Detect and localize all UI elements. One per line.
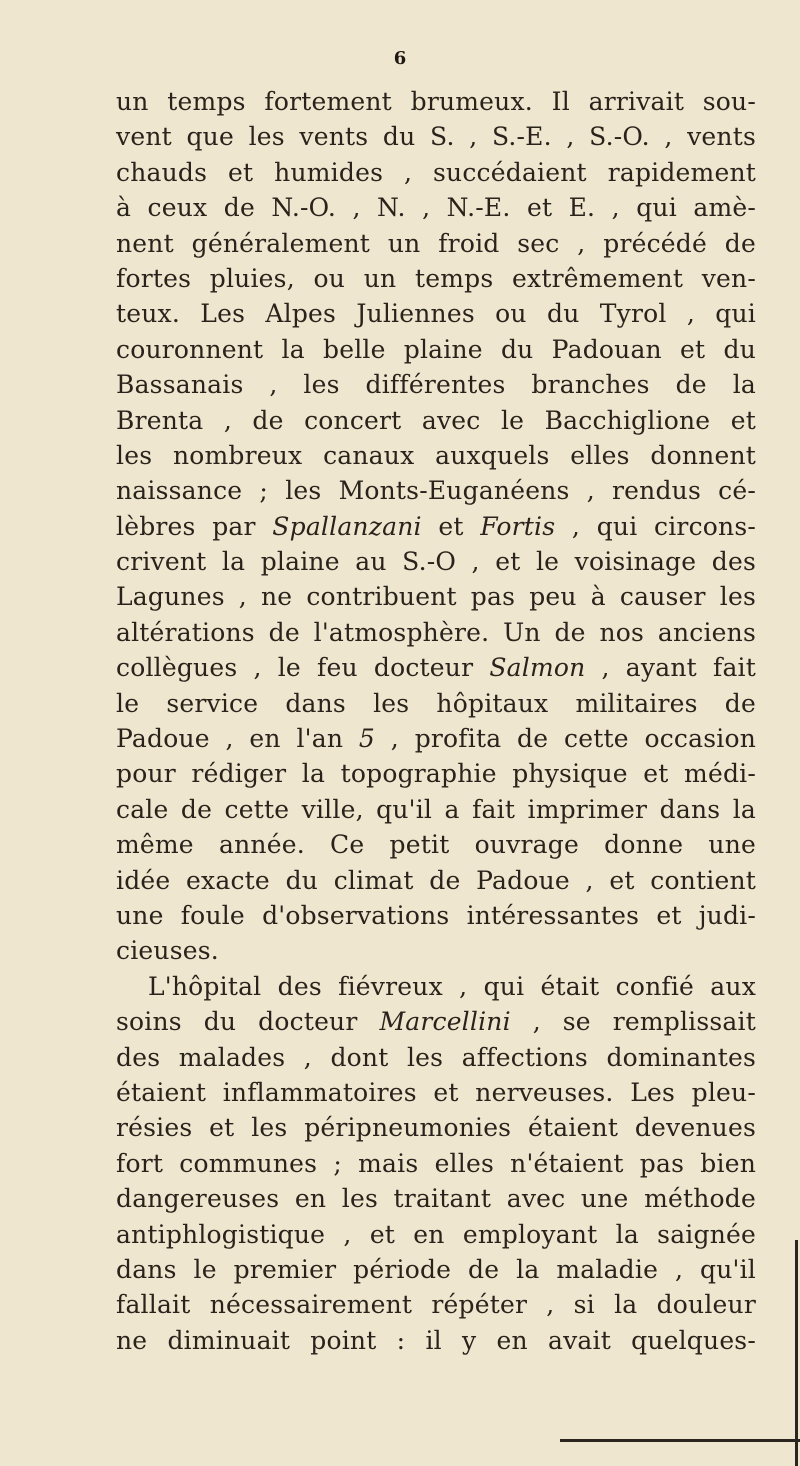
text-line: fort communes ; mais elles n'étaient pas bien bbox=[116, 1148, 756, 1178]
text-line: des malades , dont les affections dominantes bbox=[116, 1042, 756, 1072]
text-line bbox=[116, 721, 756, 756]
text-line: chauds et humides , succédaient rapidement bbox=[116, 157, 756, 187]
text-line: une foule d'observations intéressantes et judi- bbox=[116, 900, 756, 930]
text-line: à ceux de N.-O. , N. , N.-E. et E. , qui amè- bbox=[116, 193, 756, 223]
text-line: le service dans les hôpitaux militaires de bbox=[116, 688, 756, 718]
text-line: ne diminuait point : il y en avait quelques- bbox=[116, 1325, 756, 1355]
text-fragment: , qui circons- bbox=[555, 511, 756, 541]
text-line: couronnent la belle plaine du Padouan et du bbox=[116, 334, 756, 364]
text-line: fortes pluies, ou un temps extrêmement ven- bbox=[116, 263, 756, 293]
text-fragment: et bbox=[421, 511, 481, 541]
text-fragment: Padoue , en l'an bbox=[116, 724, 359, 754]
text-line bbox=[116, 650, 756, 685]
author-name: Salmon bbox=[489, 653, 586, 683]
text-fragment: collègues , le feu docteur bbox=[116, 653, 490, 683]
text-line: cale de cette ville, qu'il a fait imprimer dans la bbox=[116, 794, 756, 824]
page-edge-line bbox=[795, 1240, 798, 1466]
text-line: vent que les vents du S. , S.-E. , S.-O. , vents bbox=[116, 122, 756, 152]
text-line: dans le premier période de la maladie , qu'il bbox=[116, 1254, 756, 1284]
text-line: Bassanais , les différentes branches de la bbox=[116, 370, 756, 400]
text-line: teux. Les Alpes Juliennes ou du Tyrol , qui bbox=[116, 299, 756, 329]
text-line: étaient inflammatoires et nerveuses. Les pleu- bbox=[116, 1077, 756, 1107]
author-name: Spallanzani bbox=[272, 511, 422, 541]
text-line: un temps fortement brumeux. Il arrivait sou- bbox=[116, 87, 756, 116]
text-fragment: , profita de cette occasion bbox=[375, 724, 757, 754]
text-line: nent généralement un froid sec , précédé de bbox=[116, 228, 756, 258]
body-text bbox=[116, 84, 756, 1358]
text-line: Lagunes , ne contribuent pas peu à causer les bbox=[116, 582, 756, 612]
year-number: 5 bbox=[358, 724, 376, 754]
text-line: dangereuses en les traitant avec une méthode bbox=[116, 1184, 756, 1214]
text-line: antiphlogistique , et en employant la saignée bbox=[116, 1219, 756, 1249]
text-fragment: , se remplissait bbox=[510, 1007, 756, 1037]
text-line: naissance ; les Monts-Euganéens , rendus cé- bbox=[116, 476, 756, 506]
text-line: Brenta , de concert avec le Bacchiglione et bbox=[116, 405, 756, 435]
text-fragment: lèbres par bbox=[116, 511, 273, 541]
page-edge-line bbox=[560, 1439, 800, 1442]
page-number: 6 bbox=[393, 48, 407, 69]
text-fragment: soins du docteur bbox=[116, 1007, 380, 1037]
text-line: les nombreux canaux auxquels elles donnent bbox=[116, 440, 756, 470]
text-line: crivent la plaine au S.-O , et le voisinage des bbox=[116, 547, 756, 577]
text-line: résies et les péripneumonies étaient devenues bbox=[116, 1113, 756, 1143]
text-line: cieuses. bbox=[116, 936, 219, 966]
text-line bbox=[116, 509, 756, 544]
text-line: même année. Ce petit ouvrage donne une bbox=[116, 830, 756, 860]
text-line: pour rédiger la topographie physique et médi- bbox=[116, 759, 756, 789]
text-line: L'hôpital des fiévreux , qui était confié aux bbox=[148, 971, 756, 1001]
text-fragment: , ayant fait bbox=[585, 653, 756, 683]
author-name: Fortis bbox=[480, 511, 556, 541]
text-line: idée exacte du climat de Padoue , et contient bbox=[116, 865, 756, 895]
text-line bbox=[116, 1004, 756, 1039]
author-name: Marcellini bbox=[379, 1007, 511, 1037]
text-line: fallait nécessairement répéter , si la douleur bbox=[116, 1290, 756, 1320]
text-line: altérations de l'atmosphère. Un de nos anciens bbox=[116, 617, 756, 647]
